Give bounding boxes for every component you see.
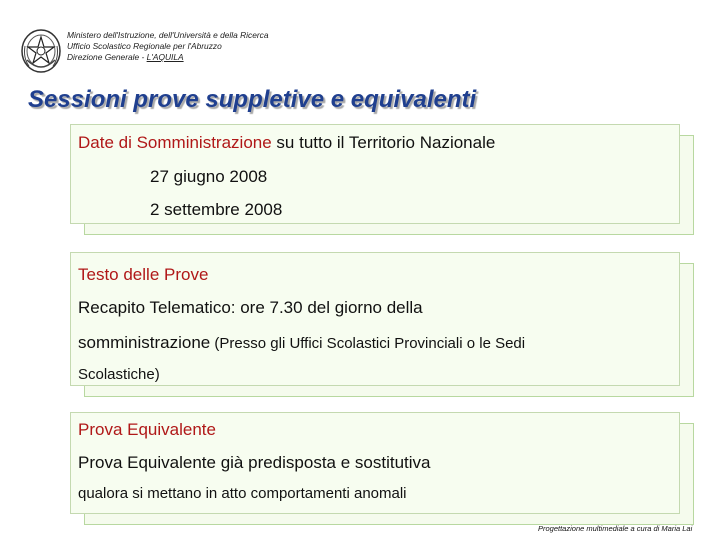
ministry-header (67, 30, 269, 63)
dates-heading (78, 133, 495, 153)
italian-republic-emblem-icon (20, 28, 62, 74)
ministry-name: Ministero dell'Istruzione, dell'Università e della Ricerca (67, 30, 269, 40)
test-text-line-2-rest: (Presso gli Uffici Scolastici Provinciali o le Sedi (210, 335, 526, 352)
dates-heading-red: Date di Somministrazione (78, 133, 272, 152)
test-text-line-2-main: somministrazione (78, 333, 211, 352)
equivalent-test-heading: Prova Equivalente (78, 420, 216, 439)
equivalent-test-line-2: qualora si mettano in atto comportamenti anomali (78, 485, 407, 502)
footer-credit: Progettazione multimediale a cura di Maria Lai (538, 524, 693, 533)
test-text-heading: Testo delle Prove (78, 265, 209, 284)
regional-office: Ufficio Scolastico Regionale per l'Abruzzo (67, 41, 222, 51)
equivalent-test-line-1: Prova Equivalente già predisposta e sostitutiva (78, 453, 431, 472)
slide-title: Sessioni prove suppletive e equivalenti (28, 86, 477, 113)
dates-heading-rest: su tutto il Territorio Nazionale (271, 133, 496, 152)
test-text-line-3: Scolastiche) (78, 366, 160, 383)
directorate-city: L'AQUILA (146, 52, 184, 62)
test-text-line-2 (78, 333, 525, 353)
date-2: 2 settembre 2008 (150, 200, 283, 219)
date-1: 27 giugno 2008 (150, 167, 268, 186)
directorate (67, 52, 269, 63)
test-text-line-1: Recapito Telematico: ore 7.30 del giorno della (78, 298, 423, 317)
directorate-prefix: Direzione Generale - (67, 52, 147, 62)
